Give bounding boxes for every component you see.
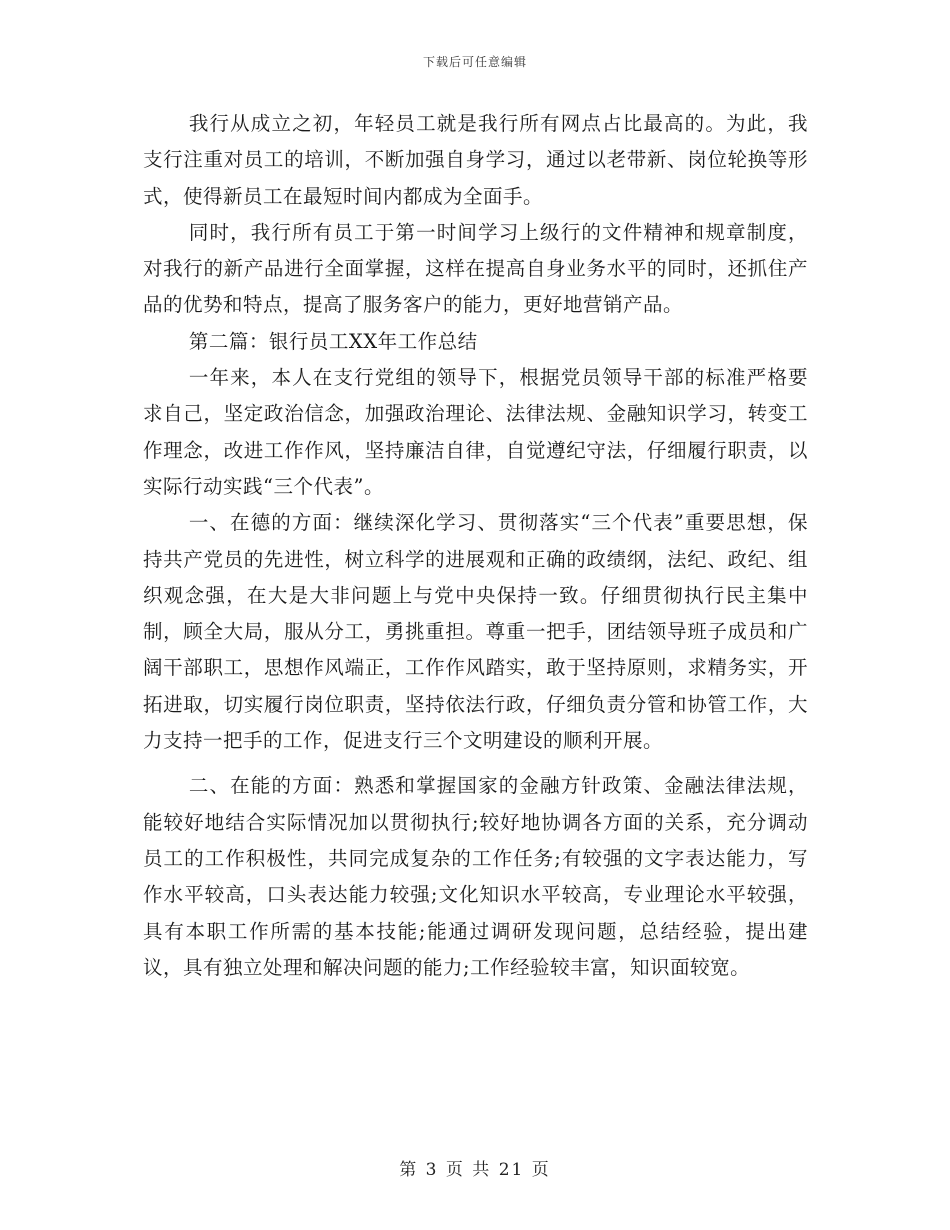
paragraph-ability: 二、在能的方面：熟悉和掌握国家的金融方针政策、金融法律法规，能较好地结合实际情况加以贯彻执行;较好地协调各方面的关系，充分调动员工的工作积极性，共同完成复杂的工作任务;有较强的文字表达能力，写作水平较高，口头表达能力较强;文化知识水平较高，专业理论水平较强，具有本职工作所需的基本技能;能通过调研发现问题，总结经验，提出建议，具有独立处理和解决问题的能力;工作经验较丰富，知识面较宽。 [143, 774, 808, 979]
paragraph-learning: 同时，我行所有员工于第一时间学习上级行的文件精神和规章制度，对我行的新产品进行全面掌握，这样在提高自身业务水平的同时，还抓住产品的优势和特点，提高了服务客户的能力，更好地营销产品。 [143, 220, 808, 317]
header-note: 下载后可任意编辑 [422, 55, 527, 69]
paragraph-virtue: 一、在德的方面：继续深化学习、贯彻落实“三个代表”重要思想，保持共产党员的先进性，树立科学的进展观和正确的政绩纲，法纪、政纪、组织观念强，在大是大非问题上与党中央保持一致。仔细贯彻执行民主集中制，顾全大局，服从分工，勇挑重担。尊重一把手，团结领导班子成员和广阔干部职工，思想作风端正，工作作风踏实，敢于坚持原则，求精务实，开拓进取，切实履行岗位职责，坚持依法行政，仔细负责分管和协管工作，大力支持一把手的工作，促进支行三个文明建设的顺利开展。 [143, 511, 808, 753]
paragraph-training: 我行从成立之初，年轻员工就是我行所有网点占比最高的。为此，我支行注重对员工的培训，不断加强自身学习，通过以老带新、岗位轮换等形式，使得新员工在最短时间内都成为全面手。 [143, 112, 808, 208]
paragraph-summary-intro: 一年来，本人在支行党组的领导下，根据党员领导干部的标准严格要求自己，坚定政治信念，加强政治理论、法律法规、金融知识学习，转变工作理念，改进工作作风，坚持廉洁自律，自觉遵纪守法，仔细履行职责，以实际行动实践“三个代表”。 [143, 366, 808, 498]
document-body [143, 106, 808, 986]
section-heading: 第二篇：银行员工XX年工作总结 [188, 329, 478, 353]
page-number: 第 3 页 共 21 页 [399, 1160, 551, 1180]
